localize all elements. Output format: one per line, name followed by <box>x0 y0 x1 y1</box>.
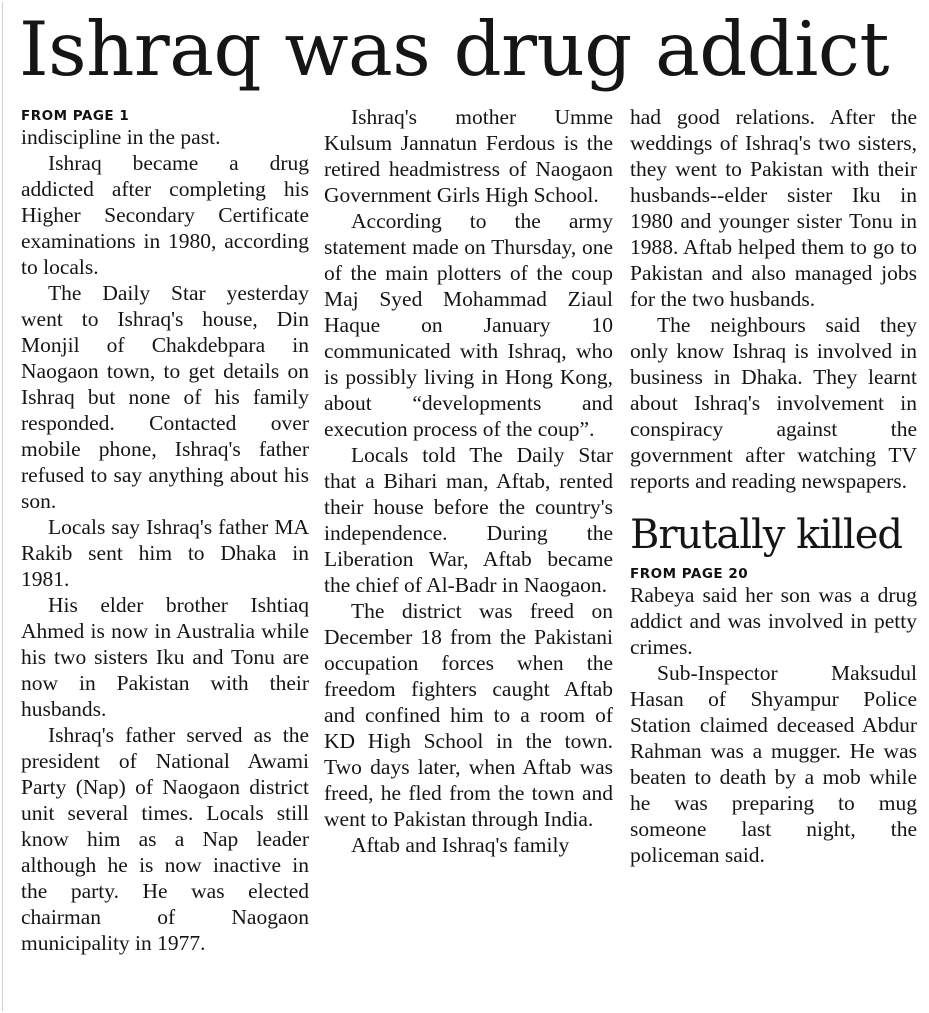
paragraph: indiscipline in the past. <box>21 125 221 149</box>
paragraph: Aftab and Ishraq's family <box>351 833 570 857</box>
paragraph: According to the army statement made on Thursday, one of the main plotters of the coup Maj Syed Mohammad Ziaul Haque on January 10 communicated with Ishraq, who is possibly living in Hong Kong, about “developments and execution process of the coup”. <box>324 209 613 441</box>
paragraph: Locals told The Daily Star that a Bihari man, Aftab, rented their house before the country's independence. During the Liberation War, Aftab became the chief of Al-Badr in Naogaon. <box>324 443 613 597</box>
paragraph: His elder brother Ishtiaq Ahmed is now in Australia while his two sisters Iku and Tonu are now in Pakistan with their husbands. <box>21 593 309 721</box>
main-headline: Ishraq was drug addict <box>19 5 889 93</box>
paragraph: Ishraq became a drug addicted after completing his Higher Secondary Certificate examinations in 1980, according to locals. <box>21 151 309 279</box>
paragraph: Ishraq's mother Umme Kulsum Jannatun Ferdous is the retired headmistress of Naogaon Government Girls High School. <box>324 105 613 207</box>
paragraph: The neighbours said they only know Ishraq is involved in business in Dhaka. They learnt about Ishraq's involvement in conspiracy against the government after watching TV reports and reading newspapers. <box>630 313 917 493</box>
paragraph: The district was freed on December 18 from the Pakistani occupation forces when the freedom fighters caught Aftab and confined him to a room of KD High School in the town. Two days later, when Aftab was freed, he fled from the town and went to Pakistan through India. <box>324 599 613 831</box>
newspaper-clipping <box>2 2 927 1011</box>
second-headline: Brutally killed <box>630 512 902 558</box>
article-column-3 <box>630 104 917 868</box>
article-column-1 <box>21 104 309 956</box>
continuation-kicker: FROM PAGE 20 <box>630 566 749 582</box>
paragraph: The Daily Star yesterday went to Ishraq's house, Din Monjil of Chakdebpara in Naogaon town, to get details on Ishraq but none of his family responded. Contacted over mobile phone, Ishraq's father refused to say anything about his son. <box>21 281 309 513</box>
article-column-2 <box>324 104 613 858</box>
paragraph: Ishraq's father served as the president of National Awami Party (Nap) of Naogaon district unit several times. Locals still know him as a Nap leader although he is now inactive in the party. He was elected chairman of Naogaon municipality in 1977. <box>21 723 309 955</box>
paragraph: had good relations. After the weddings of Ishraq's two sisters, they went to Pakistan with their husbands--elder sister Iku in 1980 and younger sister Tonu in 1988. Aftab helped them to go to Pakistan and also managed jobs for the two husbands. <box>630 105 917 311</box>
paragraph: Rabeya said her son was a drug addict and was involved in petty crimes. <box>630 583 917 659</box>
paragraph: Sub-Inspector Maksudul Hasan of Shyampur Police Station claimed deceased Abdur Rahman was a mugger. He was beaten to death by a mob while he was preparing to mug someone last night, the policeman said. <box>630 661 917 867</box>
paragraph: Locals say Ishraq's father MA Rakib sent him to Dhaka in 1981. <box>21 515 309 591</box>
continuation-kicker: FROM PAGE 1 <box>21 108 130 124</box>
